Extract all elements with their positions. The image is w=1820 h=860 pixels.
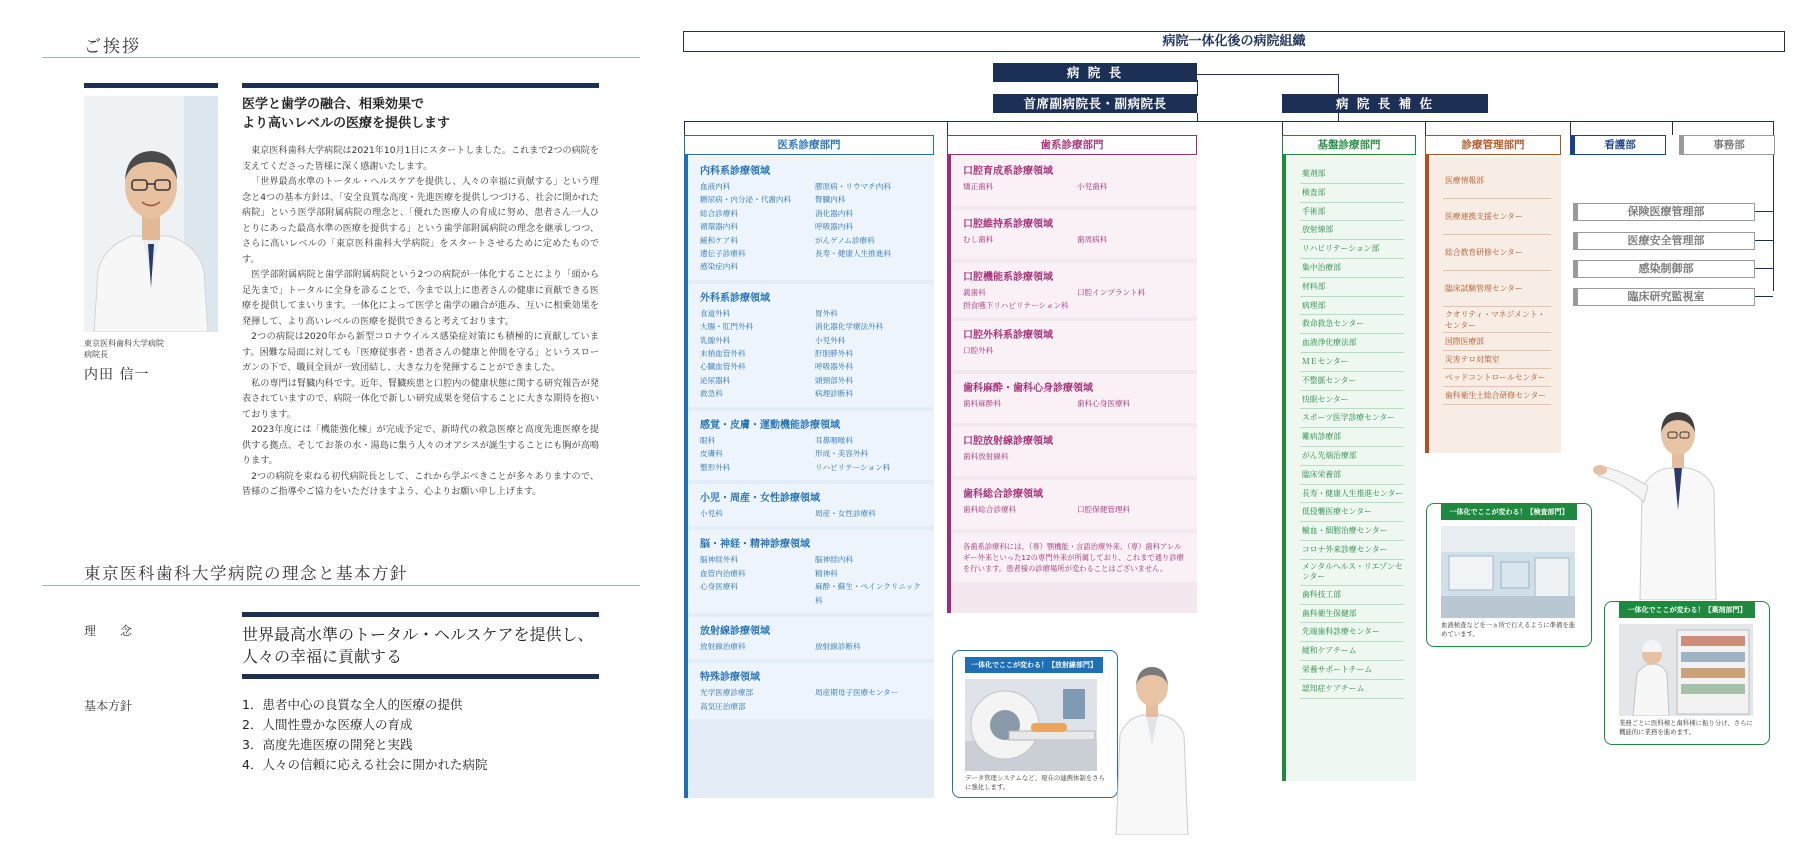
department-item: 歯科総合診療科 <box>963 504 1017 514</box>
greeting-paragraph: 2つの病院は2020年から新型コロナウイルス感染症対策にも積極的に貢献しています。困難な局面に対しても「医療従事者・患者さんの健康と仲間を守る」というスローガンの下で、職員全員が一致団結し、大きな力を発揮することができました。 <box>242 332 599 373</box>
greeting-paragraph: 2つの病院を束ねる初代病院長として、これから学ぶべきことが多々ありますので、皆様のご指導やご協力をいただけますよう、心よりお願い申し上げます。 <box>242 471 599 497</box>
greeting-paragraph: 2023年度には「機能強化棟」が完成予定で、新時代の救急医療と高度先進医療を提供する拠点、そしてお茶の水・湯島に集う人々のオアシスが誕生することにも胸が高鳴ります。 <box>242 425 599 466</box>
department-item: 緩和ケア科 <box>700 235 738 245</box>
department-item: 口腔保健管理科 <box>1077 504 1131 514</box>
connector-line <box>1755 240 1773 241</box>
basic-unit-item: 不整脈センター <box>1300 372 1404 391</box>
basic-unit-item: 長寿・健康人生推進センター <box>1300 485 1404 504</box>
department-item: 消化器内科 <box>815 208 853 218</box>
policy-item: 1．患者中心の良質な全人的医療の提供 <box>242 697 463 712</box>
clinical-area-group <box>951 427 1197 476</box>
department-item: 病理診断科 <box>815 389 853 399</box>
clinical-area-title: 歯科総合診療領域 <box>963 488 1043 500</box>
clinical-area-group <box>688 284 934 407</box>
callout-pharmacy <box>1604 601 1770 745</box>
nursing-dept-box: 看護部 <box>1570 135 1666 155</box>
doctor-portrait-icon <box>84 96 218 332</box>
basic-unit-item: 低侵襲医療センター <box>1300 503 1404 522</box>
medical-dept-column <box>688 157 934 798</box>
basic-unit-item: 歯科衛生保健部 <box>1300 605 1404 624</box>
radiology-staff-figure <box>1102 655 1202 835</box>
clinical-area-title: 小児・周産・女性診療領域 <box>700 492 820 504</box>
basic-unit-item: 認知症ケアチーム <box>1300 680 1404 699</box>
department-item: 呼吸器外科 <box>815 362 853 372</box>
lab-room-icon <box>1441 526 1575 618</box>
connector-line <box>1338 113 1339 121</box>
basic-unit-item: 手術部 <box>1300 203 1404 222</box>
person-pointing-icon <box>1592 400 1732 600</box>
greeting-body <box>242 144 599 501</box>
callout-text: 血液検査などを一ヵ所で行えるように準備を進めています。 <box>1441 621 1576 638</box>
radiology-photo <box>965 679 1097 771</box>
admin-dept-box: 事務部 <box>1679 135 1775 155</box>
greeting-title: ご挨拶 <box>84 37 141 57</box>
department-item: 膠原病・リウマチ内科 <box>815 182 891 191</box>
greeting-paragraph: 医学部附属病院と歯学部附属病院という2つの病院が一体化することにより「頭から足先まで」トータルに全身を診ることで、今まで以上に患者さんの健康に貢献できる医療を提供してまいります。一体化によって医学と歯学の融合が進み、互いに相乗効果を発揮して、より高いレベルの医療を提供できると考えております。 <box>242 270 599 327</box>
department-item: 整形外科 <box>700 462 731 472</box>
department-item: 歯科心身医療科 <box>1077 398 1131 408</box>
department-list <box>700 686 924 713</box>
department-list <box>963 180 1185 193</box>
vice-director-box: 首席副病院長・副病院長 <box>993 94 1197 113</box>
clinical-area-group <box>688 530 934 613</box>
department-item: 周産期母子医療センター <box>815 688 899 698</box>
basic-unit-item: がん先端治療部 <box>1300 447 1404 466</box>
connector-line <box>1197 113 1198 121</box>
rinen-label: 理 念 <box>84 624 133 638</box>
safety-management-box: 医療安全管理部 <box>1573 232 1755 250</box>
basic-unit-item: 歯科技工部 <box>1300 586 1404 605</box>
clinical-area-group <box>951 263 1197 317</box>
policy-item: 2．人間性豊かな医療人の育成 <box>242 717 413 732</box>
basic-unit-item: 難病診療部 <box>1300 428 1404 447</box>
management-unit-item: 医療情報部 <box>1443 163 1551 199</box>
management-dept-header: 診療管理部門 <box>1425 135 1561 155</box>
callout-laboratory <box>1426 503 1592 647</box>
basic-unit-item: 病理部 <box>1300 297 1404 316</box>
department-list <box>963 286 1185 313</box>
philosophy-rule <box>42 585 640 586</box>
basic-unit-item: 材料部 <box>1300 278 1404 297</box>
basic-unit-item: 先端歯科診療センター <box>1300 623 1404 642</box>
department-item: 心臓血管外科 <box>700 362 746 372</box>
department-list <box>700 307 924 401</box>
connector-line <box>1282 121 1283 135</box>
department-item: 救急科 <box>700 389 723 399</box>
department-item: むし歯科 <box>963 235 994 244</box>
callout-tag: 一体化でここが変わる！【薬剤部門】 <box>1619 602 1755 618</box>
callout-radiology <box>952 650 1118 798</box>
basic-unit-item: リハビリテーション部 <box>1300 240 1404 259</box>
policy-item: 3．高度先進医療の開発と実践 <box>242 737 413 752</box>
department-item: 心身医療科 <box>700 582 738 592</box>
basic-unit-item: コロナ外来診療センター <box>1300 541 1404 560</box>
department-list <box>700 553 924 607</box>
department-item: 形成・美容外科 <box>815 449 869 459</box>
basic-unit-item: 臨床栄養部 <box>1300 466 1404 485</box>
connector-line <box>1338 74 1339 94</box>
department-item: 食道外科 <box>700 308 731 318</box>
department-list <box>700 180 924 274</box>
policy-label: 基本方針 <box>84 699 133 713</box>
greeting-paragraph: 「世界最高水準のトータル・ヘルスケアを提供し、人々の幸福に貢献する」という理念と4つの基本方針は、「安全良質な高度・先進医療を提供しつづける、社会に開かれた病院」という医学部附属病院の理念と、「優れた医療人の育成に努め、患者さん一人ひとりにあった最高水準の医療を提供する」という歯学部附属病院の理念を継承しつつ、さらに高いレベルの「東京医科歯科大学病院」をスタートさせるために定めたものです。 <box>242 177 599 265</box>
department-item: 口腔インプラント科 <box>1077 288 1146 297</box>
department-list <box>700 507 924 520</box>
greeting-rule <box>42 57 640 58</box>
department-item: 遺伝子診療科 <box>700 249 746 259</box>
basic-unit-item: 集中治療部 <box>1300 259 1404 278</box>
department-item: 呼吸器内科 <box>815 222 853 232</box>
department-item: 肝胆膵外科 <box>815 349 853 359</box>
clinical-research-monitoring-box: 臨床研究監視室 <box>1573 288 1755 306</box>
basic-unit-item: 緩和ケアチーム <box>1300 642 1404 661</box>
photo-bar <box>84 83 218 88</box>
basic-dept-column <box>1286 157 1416 781</box>
management-unit-item: 災害テロ対策室 <box>1443 351 1551 369</box>
connector-line <box>1755 296 1773 297</box>
clinical-area-title: 脳・神経・精神診療領域 <box>700 539 810 551</box>
connector-line <box>1197 80 1198 96</box>
ct-scanner-icon <box>965 679 1097 771</box>
department-item: 高気圧治療部 <box>700 701 746 711</box>
management-unit-item: ベッドコントロールセンター <box>1443 369 1551 387</box>
department-item: 口腔外科 <box>963 345 994 355</box>
clinical-area-title: 口腔維持系診療領域 <box>963 219 1053 230</box>
department-item: 大腸・肛門外科 <box>700 322 754 332</box>
director-name: 内田 信一 <box>84 367 150 383</box>
management-unit-item: 歯科衛生士総合研修センター <box>1443 387 1551 405</box>
management-dept-column <box>1429 157 1561 453</box>
rinen-line-1: 世界最高水準のトータル・ヘルスケアを提供し、 <box>242 625 594 644</box>
management-unit-item: クオリティ・マネジメント・センター <box>1443 307 1551 333</box>
basic-unit-item: 血液浄化療法部 <box>1300 334 1404 353</box>
department-item: 放射線診断科 <box>815 641 861 651</box>
department-item: 眼科 <box>700 435 716 445</box>
management-unit-item: 臨床試験管理センター <box>1443 271 1551 307</box>
department-item: 精神科 <box>815 568 838 578</box>
connector-line <box>1672 121 1673 135</box>
department-item: 総合診療科 <box>700 208 738 218</box>
department-item: 耳鼻咽喉科 <box>815 435 853 445</box>
basic-dept-header: 基盤診療部門 <box>1282 135 1416 155</box>
connector-line <box>1197 74 1339 75</box>
pharmacy-shelf-icon <box>1619 624 1753 716</box>
callout-tag: 一体化でここが変わる！【検査部門】 <box>1441 504 1577 520</box>
clinical-area-title: 特殊診療領域 <box>700 672 760 684</box>
department-item: 泌尿器科 <box>700 375 731 385</box>
clinical-area-group <box>688 411 934 480</box>
greeting-paragraph: 私の専門は腎臓内科です。近年、腎臓疾患と口腔内の健康状態に関する研究報告が発表されていますので、病院一体化で新しい研究成果を発信することに大きな期待を抱いております。 <box>242 378 599 420</box>
clinical-area-group <box>688 157 934 280</box>
greeting-headline <box>242 95 599 133</box>
basic-unit-item: 快眠センター <box>1300 391 1404 410</box>
connector-line <box>1425 121 1426 135</box>
director-photo <box>84 96 218 332</box>
basic-unit-item: ＭＥセンター <box>1300 353 1404 372</box>
department-item: 皮膚科 <box>700 449 723 459</box>
clinical-area-group <box>951 480 1197 529</box>
department-item: 循環器内科 <box>700 222 738 232</box>
department-item: 消化器化学療法外科 <box>815 322 884 332</box>
department-item: 脳神経内科 <box>815 555 853 565</box>
department-list <box>963 233 1185 246</box>
rinen-statement <box>242 624 602 668</box>
policy-list <box>242 695 487 775</box>
clinical-area-group <box>688 484 934 526</box>
department-item: 脳神経外科 <box>700 555 738 565</box>
department-item: 矯正歯科 <box>963 182 994 191</box>
connector-line <box>1755 211 1773 212</box>
clinical-area-title: 外科系診療領域 <box>700 292 770 304</box>
basic-unit-item: メンタルヘルス・リエゾンセンター <box>1300 560 1404 586</box>
affiliation-line-1: 東京医科歯科大学病院 <box>84 339 164 348</box>
greeting-paragraph: 東京医科歯科大学病院は2021年10月1日にスタートしました。これまで2つの病院を支えてくださった皆様に深く感謝いたします。 <box>242 146 599 172</box>
clinical-area-group <box>951 321 1197 370</box>
dental-note: 各歯系診療科には、（専）顎機能・言語治療外来、（専）歯科アレルギー外来といった12の専門外来が所属しており、これまで通り診療を行います。患者様の診療場所が変わることはございません。 <box>951 533 1197 582</box>
basic-unit-item: 救命救急センター <box>1300 315 1404 334</box>
assistant-director-box: 病 院 長 補 佐 <box>1282 94 1488 113</box>
infection-control-box: 感染制御部 <box>1573 260 1755 278</box>
department-item: 乳腺外科 <box>700 335 731 345</box>
affiliation-line-2: 病院長 <box>84 350 108 359</box>
headline-line-2: より高いレベルの医療を提供します <box>242 116 451 131</box>
connector-line <box>1570 121 1571 135</box>
clinical-area-group <box>951 374 1197 423</box>
department-item: 義歯科 <box>963 288 986 297</box>
philosophy-title: 東京医科歯科大学病院の理念と基本方針 <box>84 564 408 583</box>
callout-text: 業務ごとに医科棟と歯科棟に振り分け、さらに機能的に業務を進めます。 <box>1619 719 1753 736</box>
rinen-bottom-bar <box>242 674 599 679</box>
pointing-staff-figure <box>1592 400 1732 600</box>
clinical-area-group <box>951 210 1197 259</box>
department-item: 胃外科 <box>815 308 838 318</box>
department-item: がんゲノム診療科 <box>815 235 875 245</box>
director-box: 病 院 長 <box>993 63 1197 82</box>
clinical-area-title: 放射線診療領域 <box>700 625 770 637</box>
clinical-area-title: 歯科麻酔・歯科心身診療領域 <box>963 382 1093 394</box>
department-item: 摂食嚥下リハビリテーション科 <box>963 301 1069 311</box>
department-list <box>963 503 1185 516</box>
basic-unit-item: 検査部 <box>1300 184 1404 203</box>
headline-bar <box>242 83 599 88</box>
connector-line <box>947 121 948 135</box>
clinical-area-title: 内科系診療領域 <box>700 166 770 177</box>
department-list <box>963 450 1185 463</box>
headline-line-1: 医学と歯学の融合、相乗効果で <box>242 97 425 112</box>
department-item: 周産・女性診療科 <box>815 508 876 518</box>
department-list <box>963 397 1185 410</box>
department-item: 血液内科 <box>700 182 731 191</box>
department-list <box>700 640 924 653</box>
insurance-management-box: 保険医療管理部 <box>1573 203 1755 221</box>
department-list <box>963 344 1185 357</box>
department-item: 麻酔・蘇生・ペインクリニック科 <box>815 582 921 605</box>
department-item: 感染症内科 <box>700 262 738 272</box>
department-item: 歯周病科 <box>1077 235 1108 244</box>
basic-unit-item: 栄養サポートチーム <box>1300 661 1404 680</box>
clinical-area-title: 口腔機能系診療領域 <box>963 272 1053 283</box>
department-item: 小児歯科 <box>1077 182 1108 191</box>
department-item: 糖尿病・内分泌・代謝内科 <box>700 195 792 205</box>
department-item: 腎臓内科 <box>815 195 846 205</box>
clinical-area-title: 口腔放射線診療領域 <box>963 435 1053 447</box>
callout-text: データ管理システムなど、現在の連携体制をさらに強化します。 <box>965 774 1105 791</box>
basic-unit-item: スポーツ医学診療センター <box>1300 409 1404 428</box>
connector-line <box>1755 268 1773 269</box>
rinen-top-bar <box>242 612 599 617</box>
department-list <box>700 434 924 474</box>
department-item: 歯科麻酔科 <box>963 398 1001 408</box>
basic-unit-item: 薬剤部 <box>1300 165 1404 184</box>
org-title: 病院一体化後の病院組織 <box>683 31 1785 52</box>
basic-unit-item: 放射線部 <box>1300 221 1404 240</box>
laboratory-photo <box>1441 526 1575 618</box>
basic-unit-item: 輸血・細胞治療センター <box>1300 522 1404 541</box>
department-item: 血管内治療科 <box>700 568 746 578</box>
department-item: 小児外科 <box>815 335 846 345</box>
policy-item: 4．人々の信頼に応える社会に開かれた病院 <box>242 757 488 772</box>
management-unit-item: 総合教育研修センター <box>1443 235 1551 271</box>
person-icon <box>1102 655 1202 835</box>
department-item: 頭頸部外科 <box>815 375 853 385</box>
dental-dept-column <box>951 157 1197 613</box>
clinical-area-title: 口腔外科系診療領域 <box>963 329 1053 341</box>
department-item: 長寿・健康人生推進科 <box>815 249 891 259</box>
connector-line <box>684 121 1774 122</box>
department-item: 歯科放射線科 <box>963 451 1009 461</box>
connector-line <box>684 121 685 135</box>
callout-tag: 一体化でここが変わる！【放射線部門】 <box>965 657 1103 673</box>
management-unit-item: 医療連携支援センター <box>1443 199 1551 235</box>
rinen-line-2: 人々の幸福に貢献する <box>242 647 403 666</box>
clinical-area-group <box>688 617 934 659</box>
department-item: 光学医療診療部 <box>700 688 754 698</box>
department-item: 末梢血管外科 <box>700 349 746 359</box>
clinical-area-group <box>688 663 934 719</box>
clinical-area-title: 口腔育成系診療領域 <box>963 166 1053 177</box>
department-item: リハビリテーション科 <box>815 462 891 472</box>
dental-dept-header: 歯系診療部門 <box>947 135 1197 155</box>
department-item: 小児科 <box>700 508 723 518</box>
medical-dept-header: 医系診療部門 <box>684 135 934 155</box>
management-unit-item: 国際医療部 <box>1443 333 1551 351</box>
clinical-area-title: 感覚・皮膚・運動機能診療領域 <box>700 419 840 431</box>
pharmacy-photo <box>1619 624 1753 716</box>
clinical-area-group <box>951 157 1197 206</box>
department-item: 放射線治療科 <box>700 641 746 651</box>
